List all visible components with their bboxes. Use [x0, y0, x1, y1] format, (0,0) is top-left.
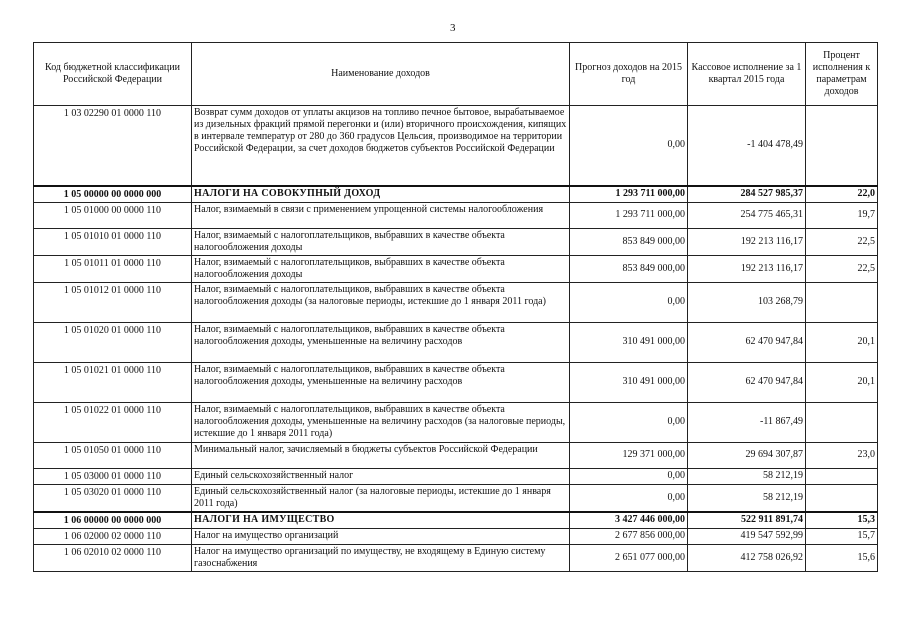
percent-cell	[806, 402, 878, 442]
name-cell: НАЛОГИ НА СОВОКУПНЫЙ ДОХОД	[192, 186, 570, 203]
code-cell: 1 05 01022 01 0000 110	[34, 402, 192, 442]
forecast-cell: 1 293 711 000,00	[570, 202, 688, 228]
table-row	[34, 362, 878, 402]
forecast-cell: 310 491 000,00	[570, 362, 688, 402]
header-actual: Кассовое исполнение за 1 квартал 2015 года	[688, 43, 806, 106]
code-cell: 1 06 00000 00 0000 000	[34, 512, 192, 529]
name-cell: Налог, взимаемый с налогоплательщиков, выбравших в качестве объекта налогообложения доходы (за налоговые периоды, истекшие до 1 января 2011 года)	[192, 282, 570, 322]
header-forecast: Прогноз доходов на 2015 год	[570, 43, 688, 106]
page-number: 3	[450, 22, 456, 34]
forecast-cell: 0,00	[570, 106, 688, 186]
name-cell: Налог на имущество организаций	[192, 528, 570, 544]
percent-cell: 22,5	[806, 228, 878, 255]
percent-cell: 15,6	[806, 544, 878, 571]
actual-cell: 58 212,19	[688, 484, 806, 512]
code-cell: 1 05 03000 01 0000 110	[34, 468, 192, 484]
name-cell: Налог, взимаемый с налогоплательщиков, выбравших в качестве объекта налогообложения доходы, уменьшенные на величину расходов	[192, 322, 570, 362]
name-cell: Налог, взимаемый в связи с применением упрощенной системы налогообложения	[192, 202, 570, 228]
actual-cell: 254 775 465,31	[688, 202, 806, 228]
table-row	[34, 202, 878, 228]
name-cell: Налог, взимаемый с налогоплательщиков, выбравших в качестве объекта налогообложения доходы	[192, 228, 570, 255]
forecast-cell: 2 651 077 000,00	[570, 544, 688, 571]
name-cell: Возврат сумм доходов от уплаты акцизов на топливо печное бытовое, вырабатываемое из дизельных фракций прямой перегонки и (или) вторичного происхождения, кипящих в интервале температур от 280 до 360 градусов Цельсия, производимое на территории Российской Федерации, за счет доходов бюджетов субъектов Российской Федерации	[192, 106, 570, 186]
code-cell: 1 05 01000 00 0000 110	[34, 202, 192, 228]
table-row	[34, 512, 878, 529]
percent-cell: 20,1	[806, 322, 878, 362]
table-row	[34, 544, 878, 571]
table-row	[34, 228, 878, 255]
name-cell: Налог на имущество организаций по имуществу, не входящему в Единую систему газоснабжения	[192, 544, 570, 571]
name-cell: Налог, взимаемый с налогоплательщиков, выбравших в качестве объекта налогообложения доходы	[192, 255, 570, 282]
actual-cell: 62 470 947,84	[688, 322, 806, 362]
name-cell: НАЛОГИ НА ИМУЩЕСТВО	[192, 512, 570, 529]
percent-cell	[806, 106, 878, 186]
actual-cell: 522 911 891,74	[688, 512, 806, 529]
header-name: Наименование доходов	[192, 43, 570, 106]
actual-cell: -11 867,49	[688, 402, 806, 442]
header-percent: Процент исполнения к параметрам доходов	[806, 43, 878, 106]
forecast-cell: 2 677 856 000,00	[570, 528, 688, 544]
code-cell: 1 05 01010 01 0000 110	[34, 228, 192, 255]
code-cell: 1 05 01021 01 0000 110	[34, 362, 192, 402]
percent-cell: 23,0	[806, 442, 878, 468]
name-cell: Налог, взимаемый с налогоплательщиков, выбравших в качестве объекта налогообложения доходы, уменьшенные на величину расходов	[192, 362, 570, 402]
table-header-row	[34, 43, 878, 106]
code-cell: 1 05 01050 01 0000 110	[34, 442, 192, 468]
name-cell: Единый сельскохозяйственный налог (за налоговые периоды, истекшие до 1 января 2011 года)	[192, 484, 570, 512]
code-cell: 1 03 02290 01 0000 110	[34, 106, 192, 186]
percent-cell: 15,7	[806, 528, 878, 544]
percent-cell: 22,0	[806, 186, 878, 203]
name-cell: Единый сельскохозяйственный налог	[192, 468, 570, 484]
forecast-cell: 3 427 446 000,00	[570, 512, 688, 529]
forecast-cell: 1 293 711 000,00	[570, 186, 688, 203]
percent-cell: 19,7	[806, 202, 878, 228]
forecast-cell: 853 849 000,00	[570, 255, 688, 282]
forecast-cell: 0,00	[570, 402, 688, 442]
forecast-cell: 310 491 000,00	[570, 322, 688, 362]
percent-cell	[806, 282, 878, 322]
forecast-cell: 0,00	[570, 282, 688, 322]
percent-cell: 22,5	[806, 255, 878, 282]
code-cell: 1 05 01012 01 0000 110	[34, 282, 192, 322]
percent-cell: 15,3	[806, 512, 878, 529]
actual-cell: 284 527 985,37	[688, 186, 806, 203]
table-row	[34, 322, 878, 362]
code-cell: 1 05 01011 01 0000 110	[34, 255, 192, 282]
actual-cell: 103 268,79	[688, 282, 806, 322]
percent-cell	[806, 468, 878, 484]
header-code: Код бюджетной классификации Российской Федерации	[34, 43, 192, 106]
actual-cell: 192 213 116,17	[688, 255, 806, 282]
table-row	[34, 468, 878, 484]
table-row	[34, 528, 878, 544]
forecast-cell: 0,00	[570, 468, 688, 484]
forecast-cell: 129 371 000,00	[570, 442, 688, 468]
forecast-cell: 0,00	[570, 484, 688, 512]
code-cell: 1 06 02010 02 0000 110	[34, 544, 192, 571]
income-table	[33, 42, 878, 572]
table-row	[34, 106, 878, 186]
table-row	[34, 186, 878, 203]
name-cell: Минимальный налог, зачисляемый в бюджеты субъектов Российской Федерации	[192, 442, 570, 468]
actual-cell: 58 212,19	[688, 468, 806, 484]
code-cell: 1 05 00000 00 0000 000	[34, 186, 192, 203]
table-row	[34, 282, 878, 322]
name-cell: Налог, взимаемый с налогоплательщиков, выбравших в качестве объекта налогообложения доходы, уменьшенные на величину расходов (за налоговые периоды, истекшие до 1 января 2011 года)	[192, 402, 570, 442]
actual-cell: 419 547 592,99	[688, 528, 806, 544]
actual-cell: 412 758 026,92	[688, 544, 806, 571]
actual-cell: -1 404 478,49	[688, 106, 806, 186]
code-cell: 1 05 03020 01 0000 110	[34, 484, 192, 512]
actual-cell: 29 694 307,87	[688, 442, 806, 468]
percent-cell: 20,1	[806, 362, 878, 402]
table-row	[34, 255, 878, 282]
actual-cell: 62 470 947,84	[688, 362, 806, 402]
code-cell: 1 06 02000 02 0000 110	[34, 528, 192, 544]
table-row	[34, 442, 878, 468]
code-cell: 1 05 01020 01 0000 110	[34, 322, 192, 362]
table-row	[34, 484, 878, 512]
forecast-cell: 853 849 000,00	[570, 228, 688, 255]
percent-cell	[806, 484, 878, 512]
actual-cell: 192 213 116,17	[688, 228, 806, 255]
table-row	[34, 402, 878, 442]
